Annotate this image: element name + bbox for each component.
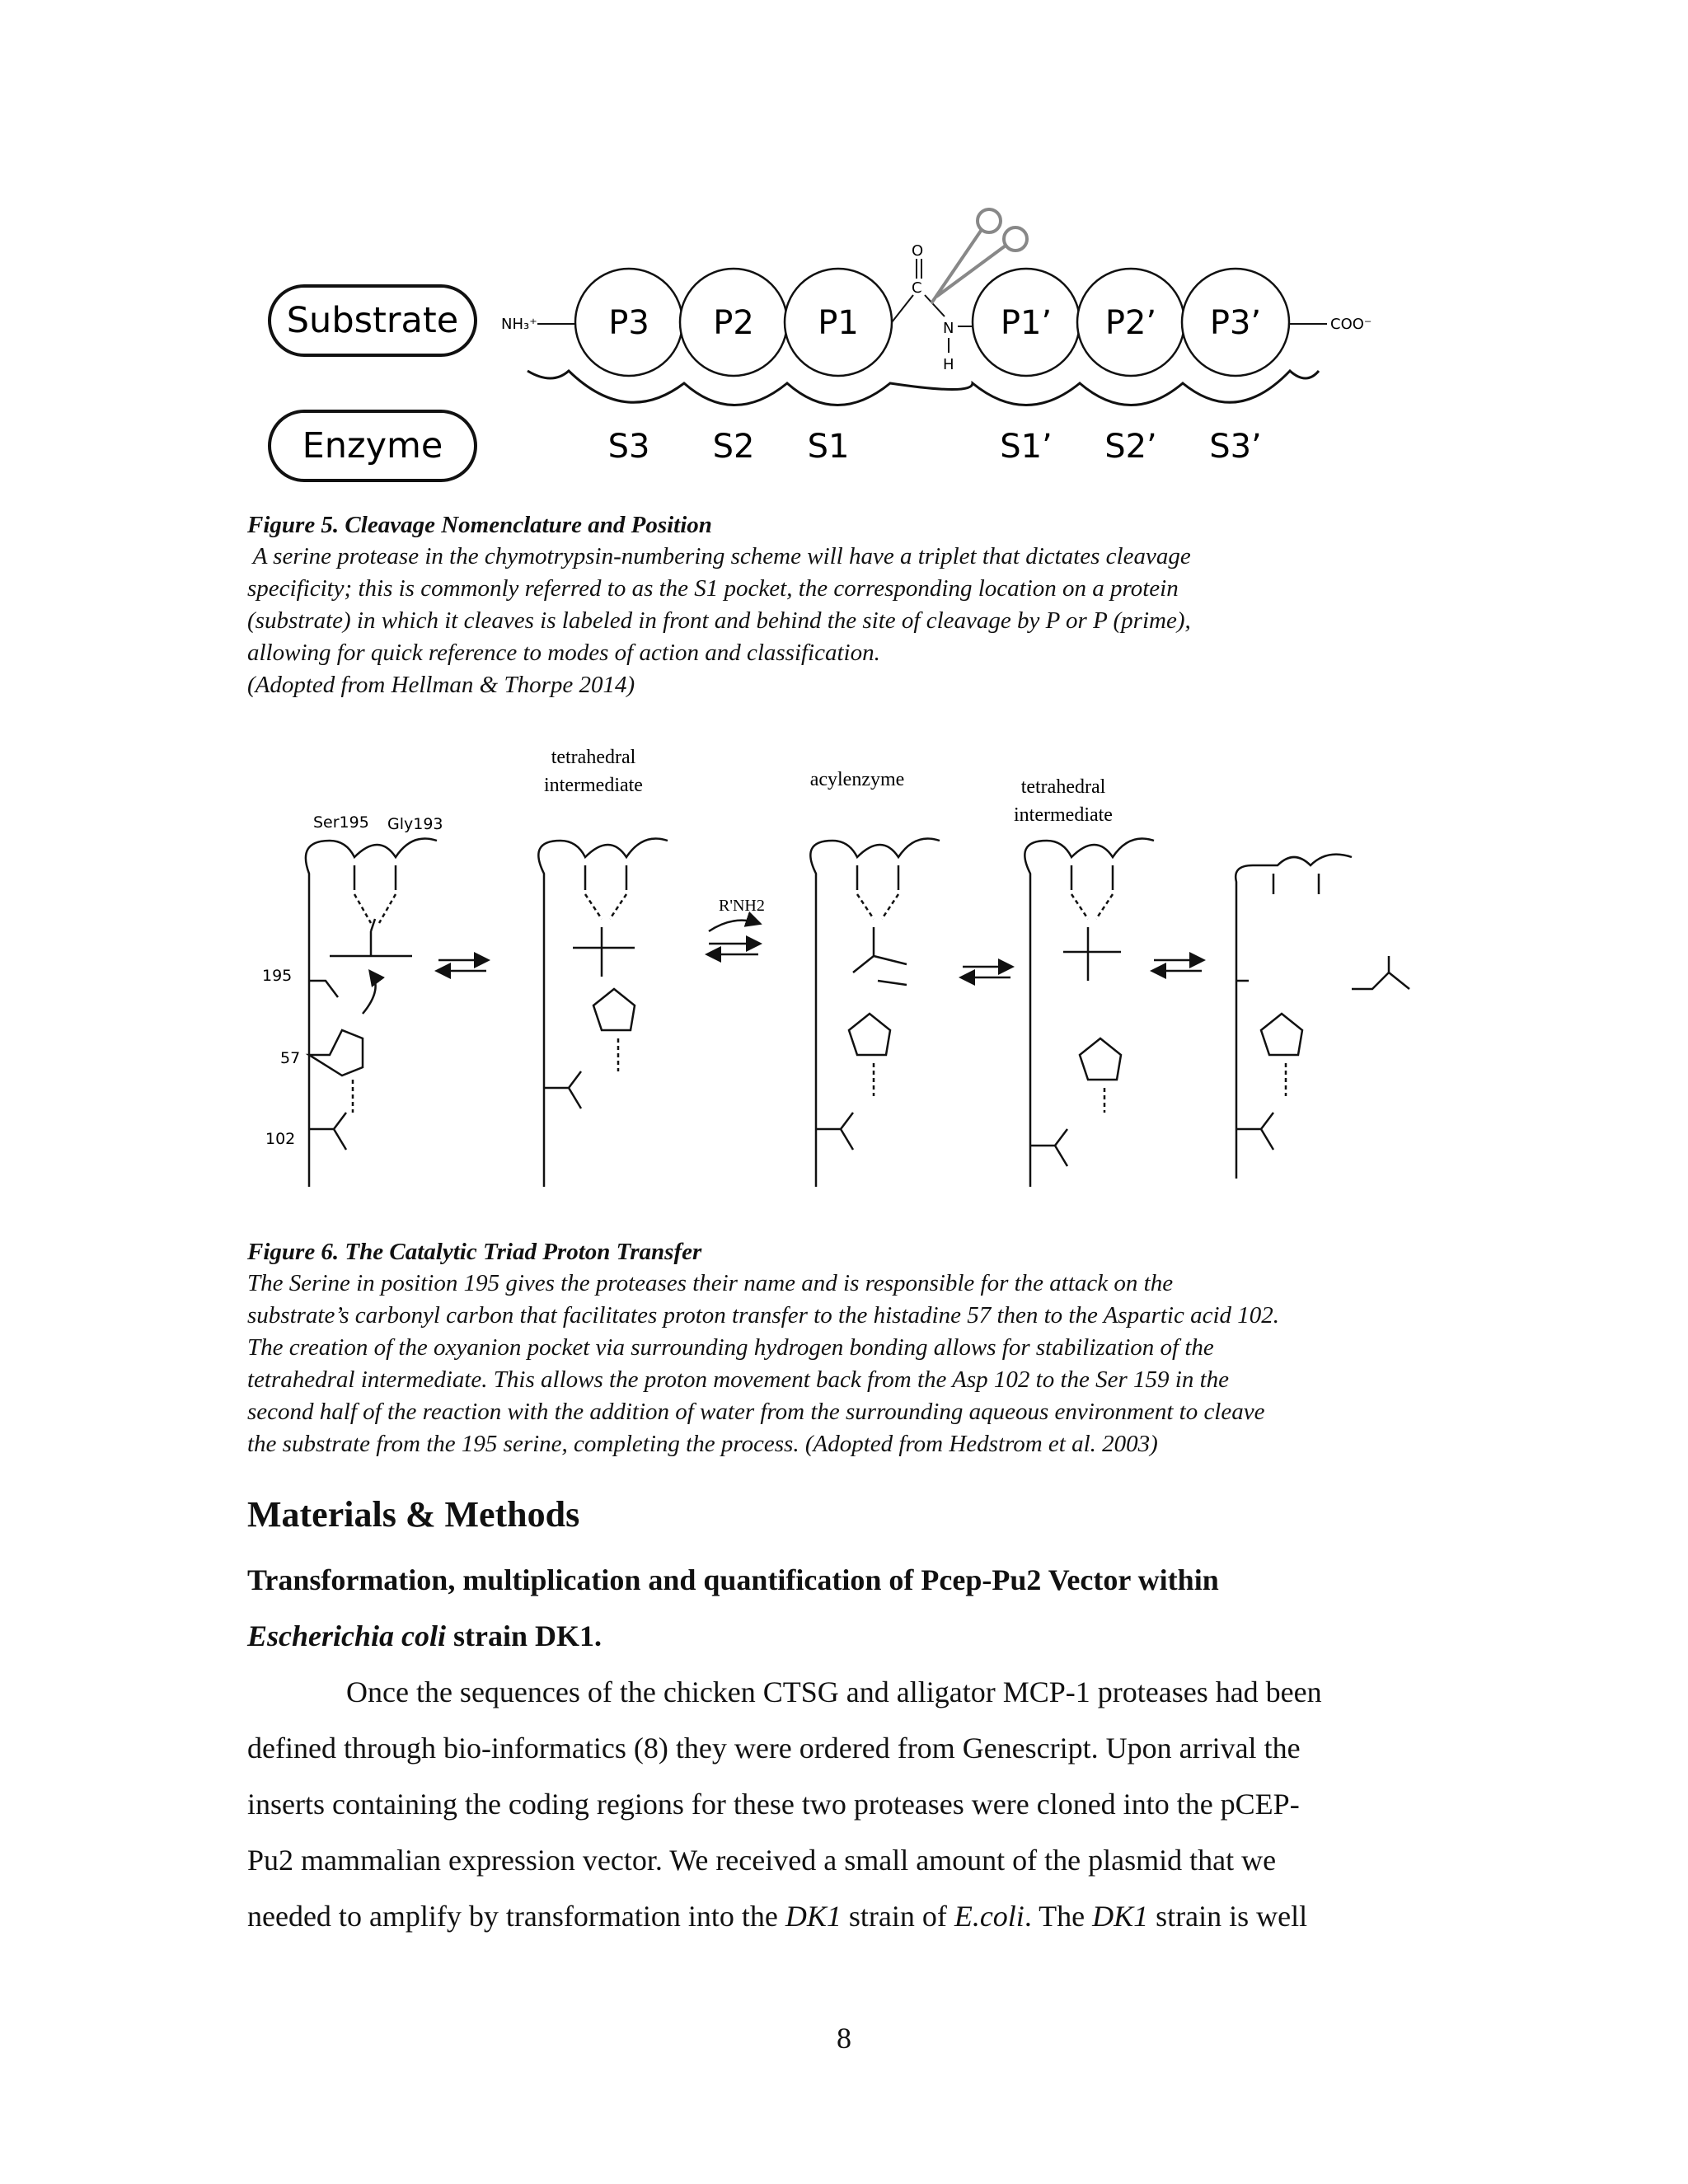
label-gly193: Gly193 — [387, 815, 443, 833]
stage-label-tetrahedral-2a: tetrahedral — [1020, 776, 1106, 798]
svg-text:P3: P3 — [608, 304, 649, 342]
figure-5-caption — [247, 541, 1191, 701]
caption-line: substrate’s carbonyl carbon that facilitates proton transfer to the histadine 57 then to the Aspartic acid 102. — [247, 1302, 1280, 1329]
svg-text:O: O — [912, 242, 924, 260]
svg-text:H: H — [943, 356, 954, 373]
figure-5-title: Figure 5. Cleavage Nomenclature and Position — [247, 512, 712, 538]
subsection-heading-line-2 — [247, 1619, 602, 1653]
stage-label-tetrahedral-1a: tetrahedral — [551, 747, 636, 768]
svg-text:N: N — [943, 320, 954, 337]
stage-label-tetrahedral-2b: intermediate — [1014, 804, 1113, 826]
mechanism-stage-2 — [538, 839, 668, 1188]
caption-line: (Adopted from Hellman & Thorpe 2014) — [247, 672, 635, 698]
label-195: 195 — [262, 967, 293, 985]
strain-name: DK1 — [785, 1900, 842, 1933]
caption-line: A serine protease in the chymotrypsin-numbering scheme will have a triplet that dictates cleavage — [247, 543, 1191, 569]
text-run: needed to amplify by transformation into the — [247, 1900, 785, 1933]
stage-label-acylenzyme: acylenzyme — [809, 769, 905, 790]
residue-p3-prime — [1182, 269, 1289, 376]
mechanism-stage-3 — [810, 839, 940, 1188]
equilibrium-arrows-2 — [963, 967, 1010, 977]
paragraph-line-2: defined through bio-informatics (8) they were ordered from Genescript. Upon arrival the — [247, 1732, 1301, 1765]
label-ser195: Ser195 — [313, 813, 369, 832]
subsite-s3-prime: S3’ — [1209, 428, 1262, 466]
label-57: 57 — [280, 1049, 301, 1067]
caption-line: The Serine in position 195 gives the proteases their name and is responsible for the attack on the — [247, 1270, 1174, 1296]
section-heading: Materials & Methods — [247, 1494, 580, 1535]
paragraph-line-4: Pu2 mammalian expression vector. We received a small amount of the plasmid that we — [247, 1844, 1277, 1877]
mechanism-stage-5 — [1236, 855, 1409, 1179]
stage-label-tetrahedral-1b: intermediate — [544, 775, 643, 796]
svg-text:P1: P1 — [818, 304, 859, 342]
text-run: . The — [1024, 1900, 1093, 1933]
svg-text:P3’: P3’ — [1209, 304, 1262, 342]
page-number: 8 — [837, 2022, 851, 2055]
residue-p2 — [680, 269, 787, 376]
residue-p2-prime — [1077, 269, 1184, 376]
residue-p3 — [575, 269, 682, 376]
substrate-label: Substrate — [286, 300, 459, 341]
figure-5-diagram — [247, 206, 1418, 486]
svg-text:C: C — [912, 279, 922, 297]
equilibrium-arrows-1 — [438, 960, 486, 971]
strain-name: DK1 — [1092, 1900, 1149, 1933]
subsite-s2-prime: S2’ — [1104, 428, 1157, 466]
caption-line: the substrate from the 195 serine, completing the process. (Adopted from Hedstrom et al. 2003) — [247, 1431, 1158, 1457]
svg-text:P1’: P1’ — [1000, 304, 1053, 342]
species-name: Escherichia coli — [247, 1619, 446, 1652]
mechanism-stage-1 — [306, 839, 437, 1188]
paragraph-line-1: Once the sequences of the chicken CTSG and alligator MCP-1 proteases had been — [346, 1675, 1322, 1708]
n-terminus-label: NH₃⁺ — [501, 316, 537, 333]
paragraph-line-3: inserts containing the coding regions for these two proteases were cloned into the pCEP- — [247, 1788, 1300, 1821]
caption-line: tetrahedral intermediate. This allows the proton movement back from the Asp 102 to the Ser 159 in the — [247, 1366, 1230, 1393]
caption-line: specificity; this is commonly referred to as the S1 pocket, the corresponding location on a protein — [247, 575, 1179, 602]
mechanism-stage-4 — [1025, 839, 1154, 1188]
paragraph-line-5 — [247, 1899, 1307, 1933]
subsection-heading-line-1: Transformation, multiplication and quantification of Pcep-Pu2 Vector within — [247, 1563, 1219, 1596]
label-102: 102 — [265, 1130, 296, 1148]
substrate-box — [270, 286, 476, 355]
subsection-heading-rest: strain DK1. — [446, 1619, 602, 1652]
subsite-s2: S2 — [712, 428, 755, 466]
caption-line: second half of the reaction with the addition of water from the surrounding aqueous environment to cleave — [247, 1399, 1265, 1425]
svg-text:P2: P2 — [713, 304, 754, 342]
subsite-s3: S3 — [607, 428, 650, 466]
figure-6-caption — [247, 1268, 1279, 1460]
figure-6-title: Figure 6. The Catalytic Triad Proton Transfer — [247, 1239, 702, 1265]
residue-p1-prime — [973, 269, 1080, 376]
c-terminus-label: COO⁻ — [1330, 316, 1372, 333]
figure-6-diagram — [247, 742, 1451, 1195]
enzyme-label: Enzyme — [302, 425, 443, 466]
enzyme-box — [270, 411, 476, 480]
text-run: strain is well — [1148, 1900, 1308, 1933]
subsite-s1-prime: S1’ — [1000, 428, 1053, 466]
text-run: strain of — [841, 1900, 954, 1933]
caption-line: allowing for quick reference to modes of action and classification. — [247, 640, 880, 666]
equilibrium-arrows-3 — [1154, 960, 1202, 971]
enzyme-binding-curve — [528, 371, 1319, 405]
caption-line: (substrate) in which it cleaves is labeled in front and behind the site of cleavage by P or P (prime), — [247, 607, 1191, 634]
species-name: E.coli — [954, 1900, 1025, 1933]
acyl-transfer-arrows — [709, 921, 758, 954]
residue-p1 — [785, 269, 892, 376]
reagent-label: R'NH2 — [719, 897, 765, 915]
svg-text:P2’: P2’ — [1104, 304, 1157, 342]
caption-line: The creation of the oxyanion pocket via surrounding hydrogen bonding allows for stabilization of the — [247, 1334, 1214, 1361]
subsite-s1: S1 — [807, 428, 850, 466]
